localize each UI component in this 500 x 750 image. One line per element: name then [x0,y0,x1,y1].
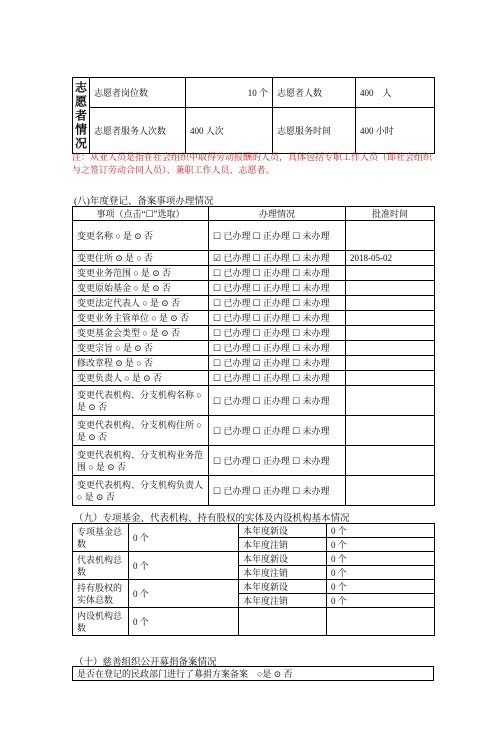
item-cell[interactable]: 变更名称 ○ 是 ⊙ 否 [73,221,209,251]
volunteer-posts-value: 10 个 [186,78,273,108]
volunteer-side-label: 志愿者情况 [73,78,90,154]
entity-total: 0 个 [129,552,239,580]
header-date: 批准时间 [346,207,435,221]
table-row [73,266,435,281]
item-cell[interactable]: 变更基金会类型 ○ 是 ⊙ 否 [73,326,209,341]
item-cell[interactable]: 变更代表机构、分支机构业务范围 ○ 是 ⊙ 否 [73,446,209,476]
entity-label: 专项基金总数 [73,524,129,552]
header-item: 事项（点击“☐”选取） [73,207,209,221]
status-cell[interactable]: ☑ 已办理 ☐ 正办理 ☐ 未办理 [209,251,346,266]
date-cell [346,326,435,341]
item-cell[interactable]: 变更代表机构、分支机构负责人 ○ 是 ⊙ 否 [73,476,209,506]
volunteer-service-times-label: 志愿者服务人次数 [90,108,186,154]
volunteer-service-hours-value: 400 小时 [356,108,435,154]
status-cell[interactable]: ☐ 已办理 ☐ 正办理 ☐ 未办理 [209,386,346,416]
status-cell[interactable]: ☐ 已办理 ☐ 正办理 ☐ 未办理 [209,341,346,356]
entity-cancel-value: 0 个 [327,538,435,552]
volunteer-posts-label: 志愿者岗位数 [90,78,186,108]
entity-new-value: 0 个 [327,552,435,566]
table-row [73,371,435,386]
fundraising-row[interactable]: 是否在登记的民政部门进行了募捐方案备案 ○是 ⊙ 否 [73,667,434,681]
empty-cell [327,608,435,636]
item-cell[interactable]: 变更住所 ⊙ 是 ○ 否 [73,251,209,266]
date-cell [346,446,435,476]
section10-title: （十）慈善组织公开募捐备案情况 [74,658,217,668]
section9-title: （九）专项基金、代表机构、持有股权的实体及内设机构基本情况 [74,514,350,524]
entity-total: 0 个 [129,608,239,636]
table-row [73,341,435,356]
entity-new-label: 本年度新设 [239,580,327,594]
empty-cell [239,608,327,636]
staff-note: 注：从业人员是指在社会组织中取得劳动报酬的人员，具体包括专职工作人员（即社会组织与之签订劳动合同人员）、兼职工作人员、志愿者。 [72,152,433,175]
status-cell[interactable]: ☐ 已办理 ☐ 正办理 ☐ 未办理 [209,266,346,281]
volunteer-count-label: 志愿者人数 [273,78,356,108]
status-cell[interactable]: ☐ 已办理 ☑ 正办理 ☐ 未办理 [209,356,346,371]
header-status: 办理情况 [209,207,346,221]
item-cell[interactable]: 变更法定代表人 ○ 是 ⊙ 否 [73,296,209,311]
volunteer-table [72,77,435,154]
volunteer-service-hours-label: 志愿服务时间 [273,108,356,154]
item-cell[interactable]: 变更负责人 ○ 是 ⊙ 否 [73,371,209,386]
date-cell [346,416,435,446]
entities-table [72,523,435,636]
item-cell[interactable]: 变更原始基金 ○ 是 ⊙ 否 [73,281,209,296]
table-row [73,446,435,476]
status-cell[interactable]: ☐ 已办理 ☐ 正办理 ☐ 未办理 [209,446,346,476]
table-row [73,476,435,506]
status-cell[interactable]: ☐ 已办理 ☐ 正办理 ☐ 未办理 [209,371,346,386]
entity-total: 0 个 [129,580,239,608]
entity-label: 持有股权的实体总数 [73,580,129,608]
date-cell [346,296,435,311]
entity-label: 内设机构总数 [73,608,129,636]
status-cell[interactable]: ☐ 已办理 ☐ 正办理 ☐ 未办理 [209,221,346,251]
entity-label: 代表机构总数 [73,552,129,580]
date-cell [346,341,435,356]
date-cell [346,221,435,251]
status-cell[interactable]: ☐ 已办理 ☐ 正办理 ☐ 未办理 [209,281,346,296]
table-row [73,221,435,251]
entity-new-value: 0 个 [327,580,435,594]
item-cell[interactable]: 变更业务范围 ○ 是 ⊙ 否 [73,266,209,281]
table-row [73,326,435,341]
date-cell [346,386,435,416]
entity-cancel-label: 本年度注销 [239,566,327,580]
entity-cancel-value: 0 个 [327,594,435,608]
date-cell [346,371,435,386]
volunteer-count-value: 400 人 [356,78,435,108]
section8-title: (八)年度登记、备案事项办理情况 [74,197,214,207]
table-row [73,416,435,446]
table-row [73,296,435,311]
date-cell [346,281,435,296]
item-cell[interactable]: 修改章程 ⊙ 是 ○ 否 [73,356,209,371]
table-row [73,356,435,371]
table-row [73,386,435,416]
entity-cancel-value: 0 个 [327,566,435,580]
date-cell [346,356,435,371]
table-row [73,311,435,326]
entity-new-label: 本年度新设 [239,524,327,538]
date-cell [346,476,435,506]
status-cell[interactable]: ☐ 已办理 ☐ 正办理 ☐ 未办理 [209,326,346,341]
status-cell[interactable]: ☐ 已办理 ☐ 正办理 ☐ 未办理 [209,476,346,506]
table-row [73,281,435,296]
entity-new-value: 0 个 [327,524,435,538]
registration-table [72,206,435,506]
entity-new-label: 本年度新设 [239,552,327,566]
item-cell[interactable]: 变更代表机构、分支机构名称 ○ 是 ⊙ 否 [73,386,209,416]
date-cell [346,266,435,281]
entity-total: 0 个 [129,524,239,552]
date-cell: 2018-05-02 [346,251,435,266]
table-row [73,251,435,266]
status-cell[interactable]: ☐ 已办理 ☐ 正办理 ☐ 未办理 [209,311,346,326]
entity-cancel-label: 本年度注销 [239,594,327,608]
item-cell[interactable]: 变更代表机构、分支机构住所 ○ 是 ⊙ 否 [73,416,209,446]
entity-cancel-label: 本年度注销 [239,538,327,552]
volunteer-service-times-value: 400 人次 [186,108,273,154]
status-cell[interactable]: ☐ 已办理 ☐ 正办理 ☐ 未办理 [209,416,346,446]
date-cell [346,311,435,326]
fundraising-table [72,666,434,681]
item-cell[interactable]: 变更业务主管单位 ○ 是 ⊙ 否 [73,311,209,326]
status-cell[interactable]: ☐ 已办理 ☐ 正办理 ☐ 未办理 [209,296,346,311]
item-cell[interactable]: 变更宗旨 ○ 是 ⊙ 否 [73,341,209,356]
